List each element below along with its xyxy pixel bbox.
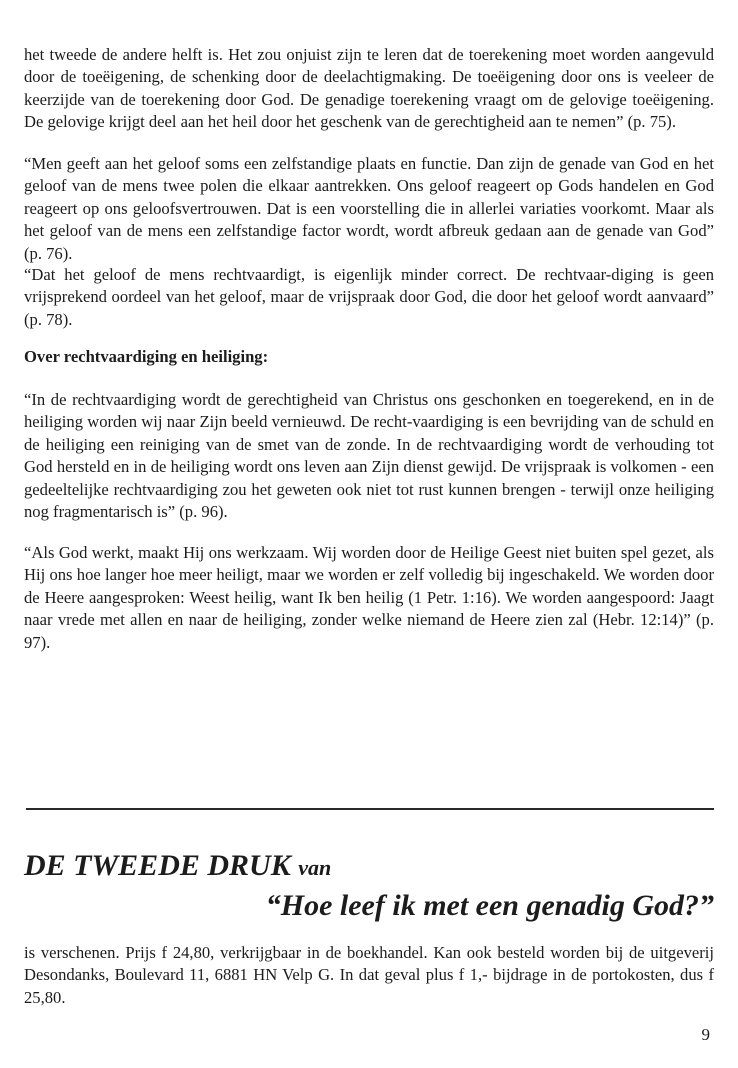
paragraph-rechtvaardiging-heiliging: “In de rechtvaardiging wordt de gerechtigheid van Christus ons geschonken en toegerekend, en in de heiliging worden wij naar Zijn beeld vernieuwd. De recht-vaardiging is een bevrijding van de schuld en de heiliging een reiniging van de smet van de zonde. In de rechtvaardiging wordt de verhouding tot God hersteld en in de heiliging wordt ons leven aan Zijn dienst gewijd. De vrijspraak is volkomen - een gedeeltelijke rechtvaardiging zou het geweten ook niet tot rust kunnen brengen - terwijl onze heiliging nog fragmentarisch is” (p. 96). [24,390,714,522]
ad-book-title: “Hoe leef ik met een genadig God?” [265,889,714,922]
page-number: 9 [701,1025,710,1044]
section-heading: Over rechtvaardiging en heiliging: [24,347,269,366]
paragraph-toerekening: het tweede de andere helft is. Het zou onjuist zijn te leren dat de toerekening moet worden aangevuld door de toeëigening, de schenking door de deelachtigmaking. De toeëigening door ons is veeleer de keerzijde van de toerekening door God. De genadige toerekening vraagt om de gelovige toeëigening. De gelovige krijgt deel aan het heil door het geschenk van de gerechtigheid aan te nemen” (p. 75). [24,45,714,132]
ad-title-main: DE TWEEDE DRUK [24,849,291,882]
ad-title [24,848,331,886]
ad-title-van: van [298,855,332,880]
paragraph-geloof-rechtvaardigt: “Dat het geloof de mens rechtvaardigt, is eigenlijk minder correct. De rechtvaar-diging is geen vrijsprekend oordeel van het geloof, maar de vrijspraak door God, die door het geloof wordt aanvaard” (p. 78). [24,265,714,329]
paragraph-god-werkt: “Als God werkt, maakt Hij ons werkzaam. Wij worden door de Heilige Geest niet buiten spel gezet, als Hij ons hoe langer hoe meer heiligt, maar we worden er zelf volledig bij ingeschakeld. We worden door de Heere aangesproken: Weest heilig, want Ik ben heilig (1 Petr. 1:16). We worden aangespoord: Jaagt naar vrede met allen en naar de heiliging, zonder welke niemand de Heere zien zal (Hebr. 12:14)” (p. 97). [24,543,714,652]
horizontal-divider [26,808,714,810]
ad-body: is verschenen. Prijs f 24,80, verkrijgbaar in de boekhandel. Kan ook besteld worden bij de uitgeverij Desondanks, Boulevard 11, 6881 HN Velp G. In dat geval plus f 1,- bijdrage in de portokosten, dus f 25,80. [24,943,714,1007]
paragraph-zelfstandige-plaats: “Men geeft aan het geloof soms een zelfstandige plaats en functie. Dan zijn de genade van God en het geloof van de mens twee polen die elkaar aantrekken. Ons geloof reageert op Gods handelen en God reageert op ons geloofsvertrouwen. Dat is een voorstelling die in allerlei variaties voorkomt. Maar als het geloof van de mens een zelfstandige factor wordt, wordt afbreuk gedaan aan de genade van God” (p. 76). [24,154,714,263]
